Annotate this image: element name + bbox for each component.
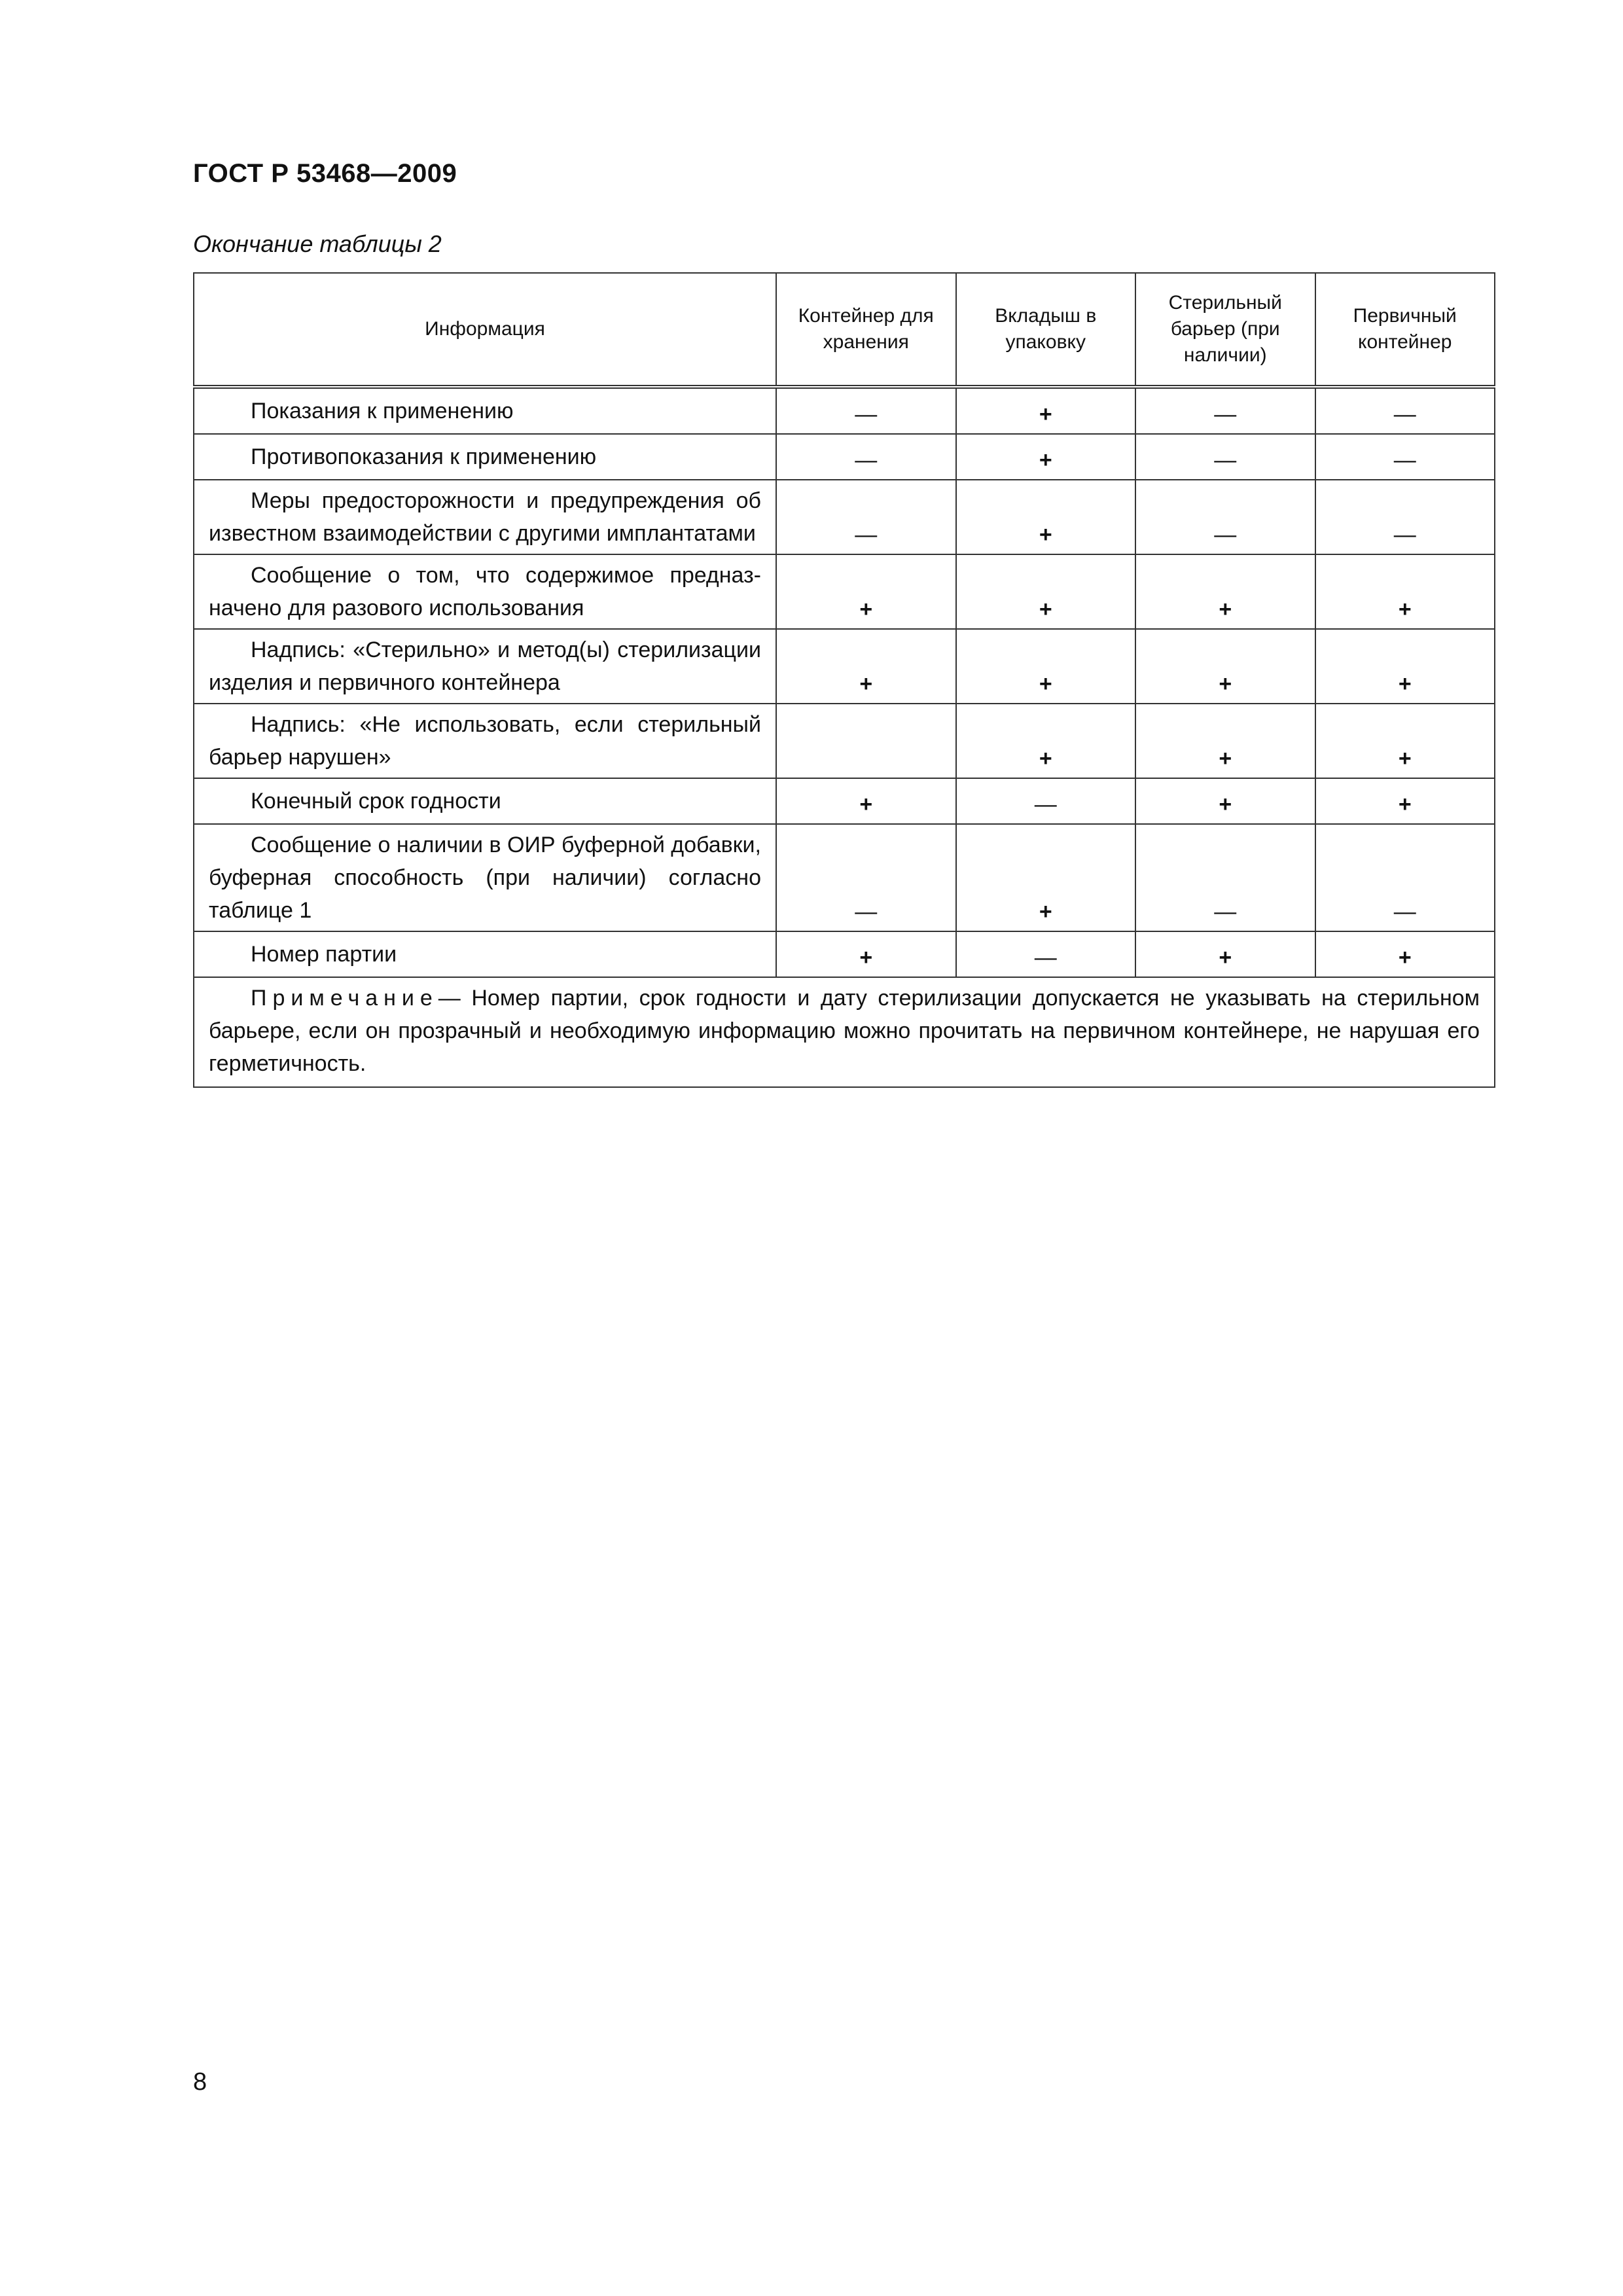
row-info-cell: Сообщение о том, что содержимое предназначено для разового использования: [194, 554, 776, 629]
row-info-cell: Надпись: «Не использовать, если стерильный барьер нарушен»: [194, 704, 776, 778]
row-mark-cell: +: [1315, 931, 1495, 977]
row-mark-cell: +: [776, 778, 956, 824]
row-mark-cell: +: [956, 824, 1136, 931]
column-header-primary-container: Первичный контейнер: [1315, 273, 1495, 387]
row-info-cell: Конечный срок годности: [194, 778, 776, 824]
row-mark-cell: +: [1315, 629, 1495, 704]
table-row: [194, 629, 1495, 704]
table-note-row: [194, 977, 1495, 1087]
column-header-storage-container: Контейнер для хранения: [776, 273, 956, 387]
column-header-info: Информация: [194, 273, 776, 387]
row-mark-cell: +: [956, 434, 1136, 480]
row-info-cell: Надпись: «Стерильно» и метод(ы) стерилизации изделия и первичного контейнера: [194, 629, 776, 704]
row-mark-cell: +: [1135, 629, 1315, 704]
row-info-cell: Противопоказания к применению: [194, 434, 776, 480]
table-row: [194, 778, 1495, 824]
row-mark-cell: +: [1135, 778, 1315, 824]
row-info-cell: Показания к применению: [194, 387, 776, 434]
note-text: — Номер партии, срок годности и дату стерилизации допускается не указывать на стерильном барьере, если он прозрачный и необходимую информацию можно прочитать на первичном контейнере, не нарушая его герметичность.: [209, 986, 1480, 1076]
table-row: [194, 480, 1495, 554]
column-header-sterile-barrier: Стерильный барьер (при наличии): [1135, 273, 1315, 387]
row-info-cell: Номер партии: [194, 931, 776, 977]
table-row: [194, 704, 1495, 778]
table-body: [194, 387, 1495, 977]
row-mark-cell: —: [956, 778, 1136, 824]
row-mark-cell: —: [1135, 480, 1315, 554]
row-mark-cell: —: [1315, 434, 1495, 480]
row-mark-cell: +: [1315, 778, 1495, 824]
document-code: ГОСТ Р 53468—2009: [193, 159, 457, 188]
row-mark-cell: —: [1135, 387, 1315, 434]
row-mark-cell: +: [956, 554, 1136, 629]
table-row: [194, 387, 1495, 434]
row-mark-cell: +: [1135, 554, 1315, 629]
requirements-table: [193, 272, 1495, 1088]
row-mark-cell: —: [1315, 387, 1495, 434]
row-mark-cell: +: [1135, 931, 1315, 977]
row-mark-cell: +: [1315, 554, 1495, 629]
page-number: 8: [193, 2068, 207, 2096]
row-mark-cell: —: [776, 824, 956, 931]
row-mark-cell: —: [1315, 824, 1495, 931]
table-row: [194, 434, 1495, 480]
row-mark-cell: —: [1135, 824, 1315, 931]
row-mark-cell: +: [776, 554, 956, 629]
column-header-package-insert: Вкладыш в упаковку: [956, 273, 1136, 387]
row-mark-cell: +: [956, 704, 1136, 778]
table-caption: Окончание таблицы 2: [193, 230, 442, 257]
row-mark-cell: +: [776, 931, 956, 977]
row-mark-cell: —: [1315, 480, 1495, 554]
row-mark-cell: +: [956, 387, 1136, 434]
row-mark-cell: [776, 704, 956, 778]
row-mark-cell: —: [776, 387, 956, 434]
row-mark-cell: +: [956, 629, 1136, 704]
table-note: [194, 977, 1495, 1087]
table-row: [194, 554, 1495, 629]
row-mark-cell: +: [1135, 704, 1315, 778]
table-row: [194, 824, 1495, 931]
row-info-cell: Меры предосторожности и предупреждения об известном взаимодействии с другими имплантатами: [194, 480, 776, 554]
row-mark-cell: +: [776, 629, 956, 704]
table-row: [194, 931, 1495, 977]
row-mark-cell: —: [776, 480, 956, 554]
row-mark-cell: —: [1135, 434, 1315, 480]
note-label: Примечание: [251, 986, 438, 1011]
table-header-row: [194, 273, 1495, 387]
row-mark-cell: +: [956, 480, 1136, 554]
row-info-cell: Сообщение о наличии в ОИР буферной добавки, буферная способность (при наличии) согласно таблице 1: [194, 824, 776, 931]
table-container: [193, 272, 1494, 1088]
row-mark-cell: —: [776, 434, 956, 480]
row-mark-cell: +: [1315, 704, 1495, 778]
row-mark-cell: —: [956, 931, 1136, 977]
